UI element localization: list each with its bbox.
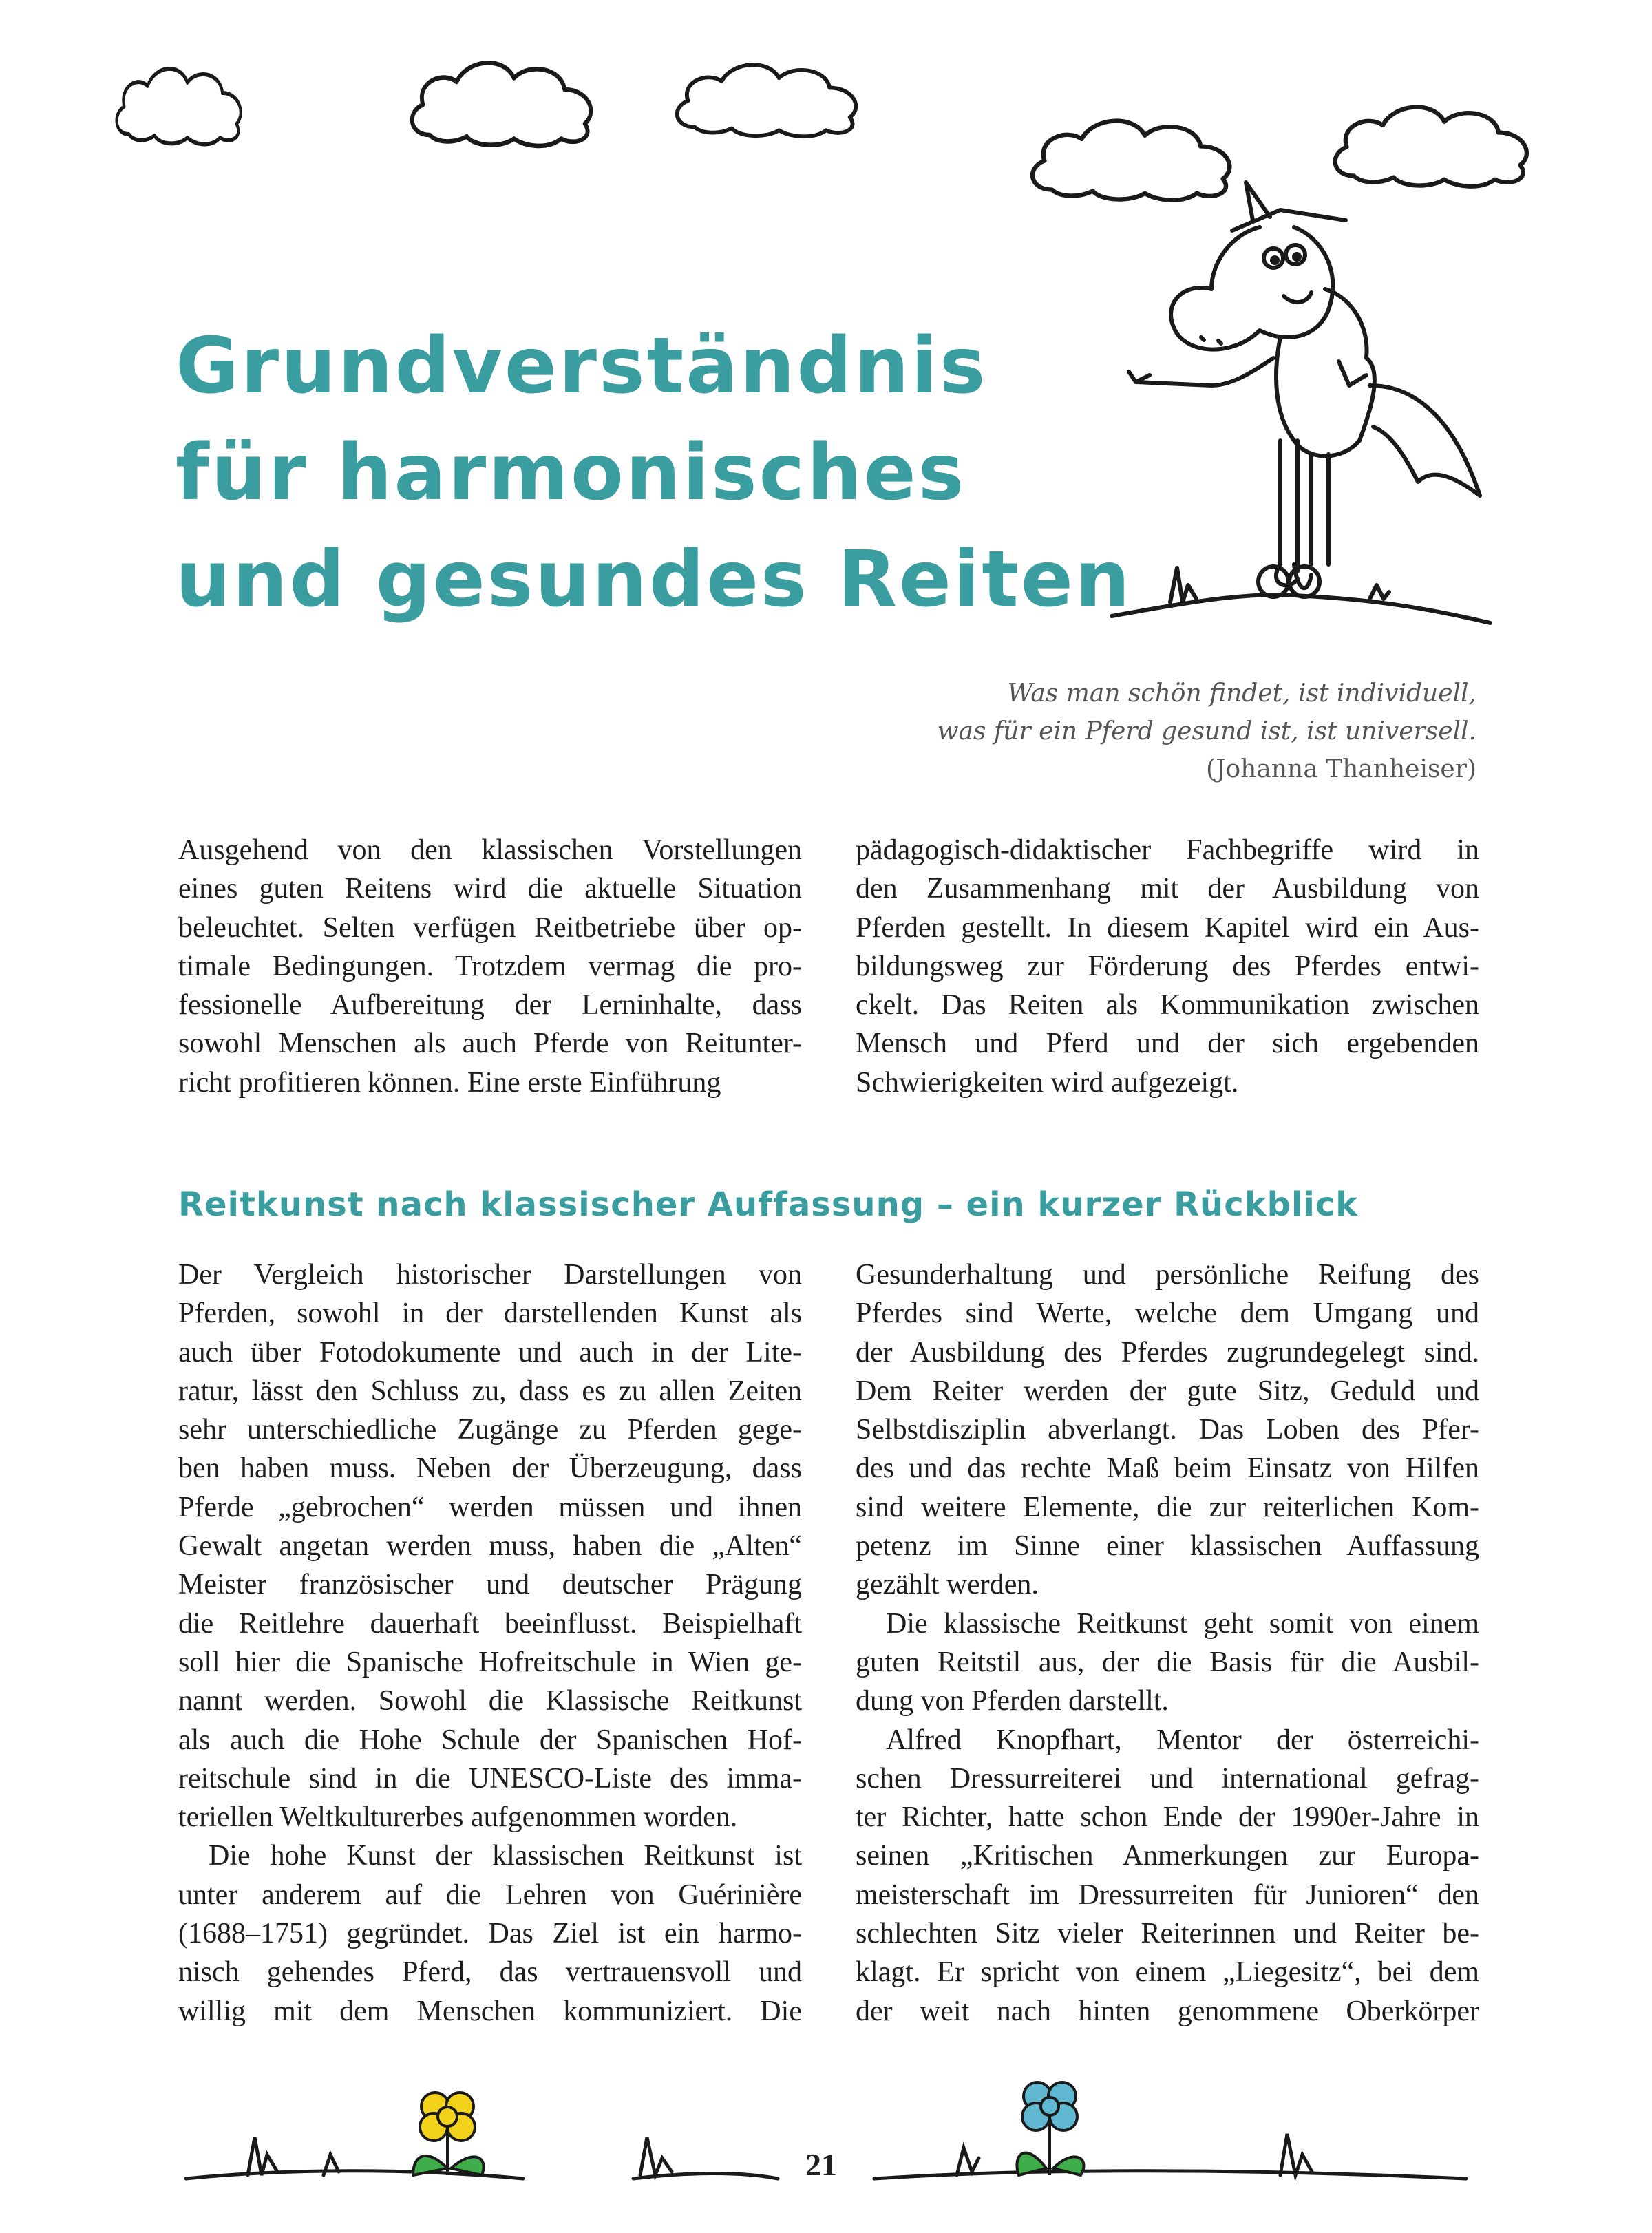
text-line: Pferde „gebrochen“ werden müssen und ihnen	[178, 1491, 802, 1523]
text-line: meisterschaft im Dressurreiten für Junioren“ den	[856, 1879, 1479, 1911]
text-line: sehr unterschiedliche Zugänge zu Pferden gege-	[178, 1414, 802, 1446]
text-line: richt profitieren können. Eine erste Einführung	[178, 1066, 721, 1099]
text-line: unter anderem auf die Lehren von Guérinière	[178, 1879, 802, 1911]
cloud-icon	[677, 65, 856, 136]
text-line: als auch die Hohe Schule der Spanischen Hof-	[178, 1724, 802, 1756]
text-line: klagt. Er spricht von einem „Liegesitz“, bei dem	[856, 1956, 1479, 1989]
text-line: Schwierigkeiten wird aufgezeigt.	[856, 1066, 1239, 1099]
text-line: Pferdes sind Werte, welche dem Umgang und	[856, 1298, 1479, 1330]
text-line: der weit nach hinten genommene Oberkörper	[856, 1995, 1479, 2027]
text-line: ratur, lässt den Schluss zu, dass es zu allen Zeiten	[178, 1375, 802, 1407]
quote-line: Was man schön findet, ist individuell,	[1007, 679, 1476, 708]
text-line: schen Dressurreiterei und international gefrag-	[856, 1762, 1479, 1795]
chapter-title	[176, 313, 1132, 633]
yellow-flower-icon	[413, 2093, 484, 2175]
text-line: sind weitere Elemente, die zur reiterlichen Kom-	[856, 1491, 1479, 1523]
text-line: Der Vergleich historischer Darstellungen von	[178, 1259, 802, 1291]
epigraph-quote	[938, 675, 1476, 788]
section-right-column	[856, 1256, 1479, 2031]
cloud-icon	[117, 69, 241, 145]
section-left-column	[178, 1256, 802, 2031]
text-line: timale Bedingungen. Trotzdem vermag die pro-	[178, 950, 802, 982]
text-line: sowohl Menschen als auch Pferde von Reitunter-	[178, 1028, 802, 1060]
intro-right-column	[856, 831, 1479, 1102]
text-line: ckelt. Das Reiten als Kommunikation zwischen	[856, 989, 1479, 1022]
chapter-title-line: Grundverständnis	[176, 321, 988, 411]
quote-author: (Johanna Thanheiser)	[1206, 755, 1476, 783]
text-line: der Ausbildung des Pferdes zugrundegelegt sind.	[856, 1336, 1479, 1368]
text-line: Pferden gestellt. In diesem Kapitel wird ein Aus-	[856, 911, 1479, 944]
text-line: Meister französischer und deutscher Prägung	[178, 1569, 802, 1601]
text-line: teriellen Weltkulturerbes aufgenommen worden.	[178, 1801, 738, 1834]
text-line: Pferden, sowohl in der darstellenden Kunst als	[178, 1298, 802, 1330]
cloud-icon	[412, 63, 591, 146]
text-line: ter Richter, hatte schon Ende der 1990er-Jahre in	[856, 1801, 1479, 1834]
page-number: 21	[805, 2147, 837, 2182]
text-line: reitschule sind in die UNESCO-Liste des imma-	[178, 1762, 802, 1795]
text-line: Gewalt angetan werden muss, haben die „Alten“	[178, 1530, 802, 1563]
text-line: nannt werden. Sowohl die Klassische Reitkunst	[178, 1685, 802, 1717]
intro-left-column	[178, 831, 802, 1102]
cloud-icon	[1335, 107, 1527, 187]
unicorn-horse-illustration	[1112, 182, 1490, 623]
text-line: (1688–1751) gegründet. Das Ziel ist ein harmo-	[178, 1918, 802, 1950]
text-line: soll hier die Spanische Hofreitschule in Wien ge-	[178, 1646, 802, 1678]
text-line: Mensch und Pferd und der sich ergebenden	[856, 1028, 1479, 1060]
text-line: ben haben muss. Neben der Überzeugung, dass	[178, 1452, 802, 1485]
text-line: beleuchtet. Selten verfügen Reitbetriebe über op-	[178, 911, 802, 944]
text-line: schlechten Sitz vieler Reiterinnen und Reiter be-	[856, 1918, 1479, 1950]
text-line: guten Reitstil aus, der die Basis für die Ausbil-	[856, 1646, 1479, 1678]
section-heading: Reitkunst nach klassischer Auffassung – ein kurzer Rückblick	[178, 1185, 1359, 1224]
chapter-title-line: für harmonisches	[176, 428, 966, 518]
text-line: seinen „Kritischen Anmerkungen zur Europa-	[856, 1840, 1479, 1872]
text-line: eines guten Reitens wird die aktuelle Situation	[178, 873, 802, 905]
text-line: gezählt werden.	[856, 1569, 1039, 1601]
text-line: willig mit dem Menschen kommuniziert. Die	[178, 1995, 802, 2027]
text-line: dung von Pferden darstellt.	[856, 1685, 1169, 1717]
text-line: Die klassische Reitkunst geht somit von einem	[886, 1607, 1479, 1640]
text-line: pädagogisch-didaktischer Fachbegriffe wird in	[856, 834, 1479, 866]
text-line: Dem Reiter werden der gute Sitz, Geduld und	[856, 1375, 1479, 1407]
quote-line: was für ein Pferd gesund ist, ist universell.	[937, 717, 1476, 745]
text-line: bildungsweg zur Förderung des Pferdes entwi-	[856, 950, 1479, 982]
text-line: Die hohe Kunst der klassischen Reitkunst ist	[209, 1840, 802, 1872]
blue-flower-icon	[1017, 2082, 1083, 2175]
cloud-icon	[1032, 121, 1229, 200]
text-line: des und das rechte Maß beim Einsatz von Hilfen	[856, 1452, 1479, 1485]
text-line: nisch gehendes Pferd, das vertrauensvoll und	[178, 1956, 802, 1989]
text-line: fessionelle Aufbereitung der Lerninhalte, dass	[178, 989, 802, 1022]
chapter-title-line: und gesundes Reiten	[176, 535, 1132, 624]
text-line: Selbstdisziplin abverlangt. Das Loben des Pfer-	[856, 1414, 1479, 1446]
text-line: Gesunderhaltung und persönliche Reifung des	[856, 1259, 1479, 1291]
text-line: Alfred Knopfhart, Mentor der österreichi-	[886, 1724, 1479, 1756]
text-line: den Zusammenhang mit der Ausbildung von	[856, 873, 1479, 905]
text-line: auch über Fotodokumente und auch in der Lite-	[178, 1336, 802, 1368]
text-line: Ausgehend von den klassischen Vorstellungen	[178, 834, 802, 866]
text-line: die Reitlehre dauerhaft beeinflusst. Beispielhaft	[178, 1607, 802, 1640]
text-line: petenz im Sinne einer klassischen Auffassung	[856, 1530, 1479, 1563]
